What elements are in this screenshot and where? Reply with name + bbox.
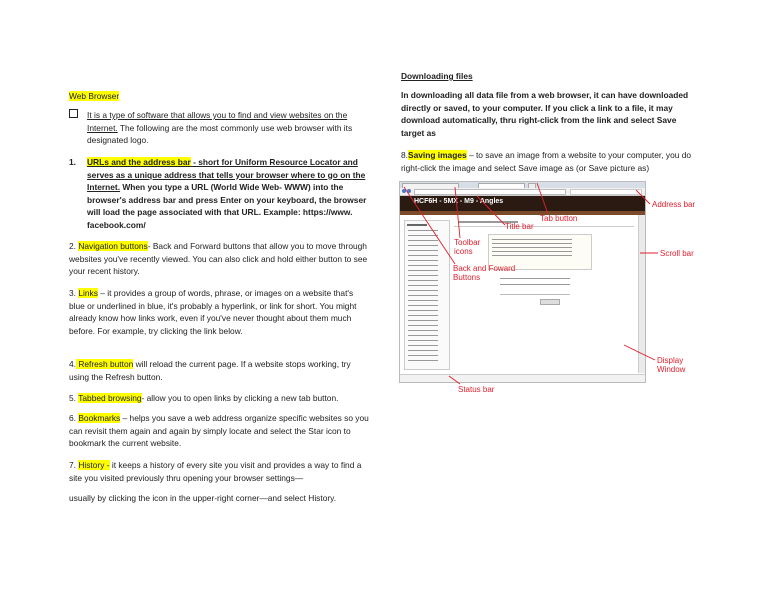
item-number: 1. xyxy=(69,157,76,167)
intro-underlined: It is a type of software that allows you to find and view websites on the Internet. xyxy=(87,110,348,133)
item-number: 2. xyxy=(69,241,76,251)
term-saving-images: Saving images xyxy=(408,150,467,160)
item-number: 7. xyxy=(69,460,76,470)
term-links: Links xyxy=(78,288,98,298)
item-number: 4. xyxy=(69,359,76,369)
item3-text: – it provides a group of words, phrase, or images on a website that's blue or underlined in blue, it's probably a hyperlink, or link for short. You might already know how links work, even if you've never thought about them much before. For example, try clicking the link below. xyxy=(69,288,357,336)
item6-text: – helps you save a web address organize specific websites so you can revisit them again and again by simply locate and select the Star icon to bookmark the current website. xyxy=(69,413,369,449)
term-url: URLs and the address bar xyxy=(87,157,191,167)
item1-text: When you type a URL (World Wide Web- WWW) into the browser's address bar and press Enter on your keyboard, the browser will load the page associated with that URL. Example: https://www. facebook.com/ xyxy=(87,182,367,230)
term-bookmarks: Bookmarks xyxy=(78,413,121,423)
item-number: 8. xyxy=(401,150,408,160)
arrow-toolbar-icons xyxy=(455,187,460,238)
label-status-bar: Status bar xyxy=(458,385,495,394)
label-display-window: Display Window xyxy=(657,356,686,374)
term-navigation: Navigation buttons xyxy=(78,241,148,251)
arrow-tab-button xyxy=(537,183,548,214)
heading-downloading-files: Downloading files xyxy=(401,71,473,81)
item-number: 3. xyxy=(69,288,76,298)
item2-text: - Back and Forward buttons that allow you to move through websites you've recently viewed. You can also click and hold either button to see your recent history. xyxy=(69,241,368,277)
arrow-address-bar xyxy=(636,190,650,204)
label-back-forward: Back and Foward Buttons xyxy=(453,264,516,282)
site-title: HCF6H - 5MX - M9 - Angles xyxy=(414,198,504,205)
label-title-bar: Title bar xyxy=(505,222,534,231)
downloading-paragraph: In downloading all data file from a web browser, it can have downloaded directly or saved, to your computer. If you click a link to a file, it may download automatically, thru right-click from the link and select Save target as xyxy=(401,90,689,138)
label-tab-button: Tab button xyxy=(540,214,578,223)
label-address-bar: Address bar xyxy=(652,200,696,209)
arrow-title-bar xyxy=(477,196,505,225)
term-refresh: Refresh button xyxy=(76,359,134,369)
item5-text: - allow you to open links by clicking a new tab button. xyxy=(141,393,339,403)
intro-rest: The following are the most commonly use web browser with its designated logo. xyxy=(87,122,353,146)
arrow-display-window xyxy=(624,345,655,360)
term-tabbed: Tabbed browsing xyxy=(78,393,142,403)
term-history: History - xyxy=(78,460,110,470)
item7-continued-text: usually by clicking the icon in the upper-right corner—and select History. xyxy=(69,493,337,503)
label-toolbar-icons: Toolbar icons xyxy=(454,238,481,256)
item1-underlined: - short for Uniform Resource Locator and serves as a unique address that tells your browser where to go on the Internet. xyxy=(87,157,366,193)
label-scroll-bar: Scroll bar xyxy=(660,249,694,258)
item4-text: will reload the current page. If a website stops working, try using the Refresh button. xyxy=(69,359,351,382)
item-number: 5. xyxy=(69,393,76,403)
item-number: 6. xyxy=(69,413,76,423)
arrow-status-bar xyxy=(449,376,460,384)
heading-web-browser: Web Browser xyxy=(69,91,120,101)
item8-text: – to save an image from a website to your computer, you do right-click the image and select Save image as (or Save picture as) xyxy=(401,150,692,173)
arrow-back-forward xyxy=(404,187,455,264)
item7-text: it keeps a history of every site you visit and provides a way to find a site you visited previously thru opening your browser settings— xyxy=(69,460,362,483)
